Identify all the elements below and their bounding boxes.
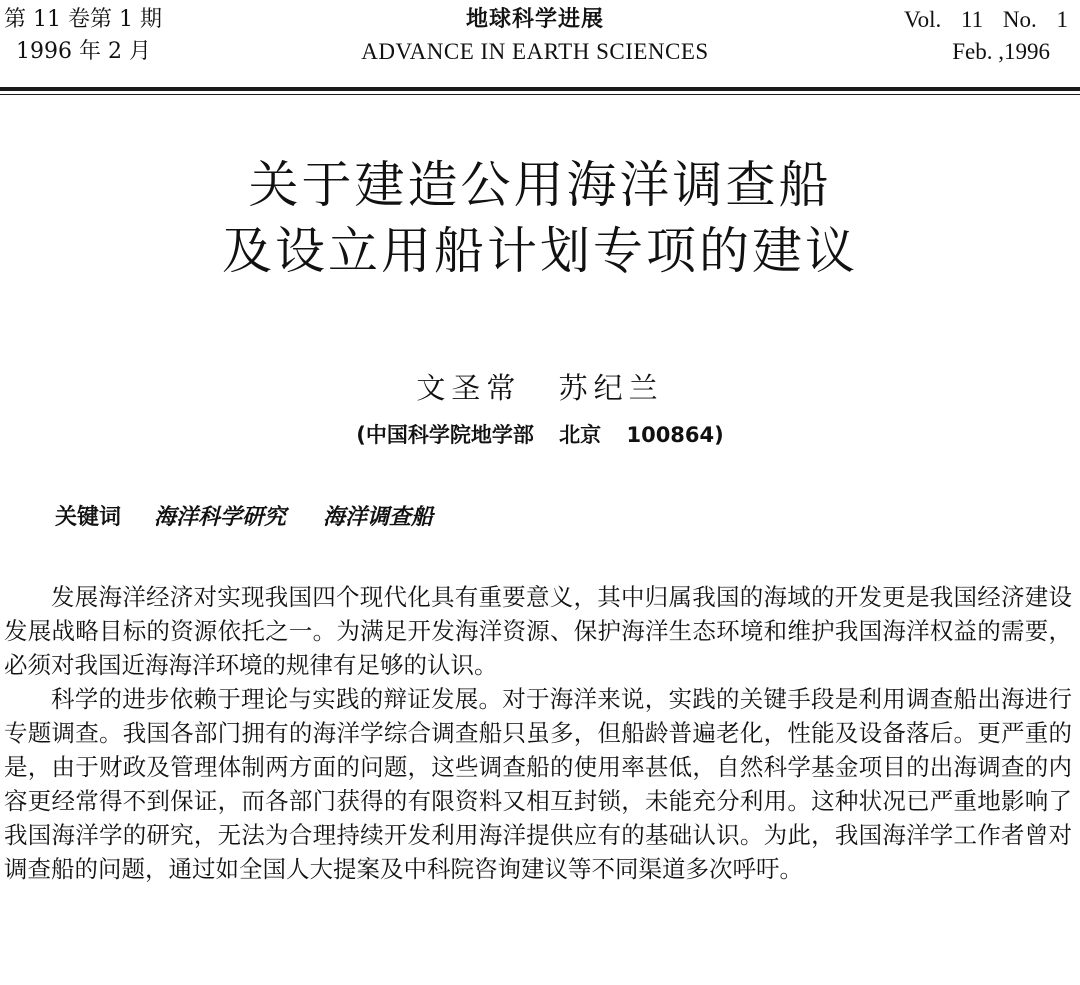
body-paragraph: 发展海洋经济对实现我国四个现代化具有重要意义，其中归属我国的海域的开发更是我国经济建设发展战略目标的资源依托之一。为满足开发海洋资源、保护海洋生态环境和维护我国海洋权益的需要，必须对我国近海海洋环境的规律有足够的认识。 bbox=[4, 583, 1072, 679]
header-left bbox=[4, 4, 162, 68]
article-title bbox=[0, 152, 1080, 284]
date-cn: 1996 年 2 月 bbox=[16, 39, 151, 64]
header-right bbox=[904, 4, 1068, 68]
article-title-line2: 及设立用船计划专项的建议 bbox=[222, 222, 858, 280]
header-rule-thin bbox=[0, 94, 1080, 95]
journal-title-en: ADVANCE IN EARTH SCIENCES bbox=[361, 39, 709, 64]
volume-issue-cn: 第 11 卷第 1 期 bbox=[4, 7, 162, 32]
keywords-label: 关键词 bbox=[55, 505, 122, 530]
keywords bbox=[55, 500, 463, 531]
keyword-item: 海洋科学研究 bbox=[154, 505, 287, 530]
keyword-item: 海洋调查船 bbox=[323, 505, 434, 530]
affiliation: (中国科学院地学部 北京 100864) bbox=[356, 423, 724, 447]
date-en: Feb. ,1996 bbox=[952, 39, 1050, 64]
journal-title-cn: 地球科学进展 bbox=[465, 7, 604, 32]
header-rule-thick bbox=[0, 87, 1080, 91]
authors: 文圣常 苏纪兰 bbox=[416, 371, 664, 405]
article-body bbox=[4, 580, 1072, 886]
body-paragraph: 科学的进步依赖于理论与实践的辩证发展。对于海洋来说，实践的关键手段是利用调查船出海进行专题调查。我国各部门拥有的海洋学综合调查船只虽多，但船龄普遍老化，性能及设备落后。更严重的是，由于财政及管理体制两方面的问题，这些调查船的使用率甚低，自然科学基金项目的出海调查的内容更经常得不到保证，而各部门获得的有限资料又相互封锁，未能充分利用。这种状况已严重地影响了我国海洋学的研究，无法为合理持续开发利用海洋提供应有的基础认识。为此，我国海洋学工作者曾对调查船的问题，通过如全国人大提案及中科院咨询建议等不同渠道多次呼吁。 bbox=[4, 685, 1072, 883]
volume-issue-en: Vol. 11 No. 1 bbox=[903, 7, 1068, 32]
article-title-line1: 关于建造公用海洋调查船 bbox=[248, 156, 832, 214]
journal-header bbox=[300, 4, 770, 68]
